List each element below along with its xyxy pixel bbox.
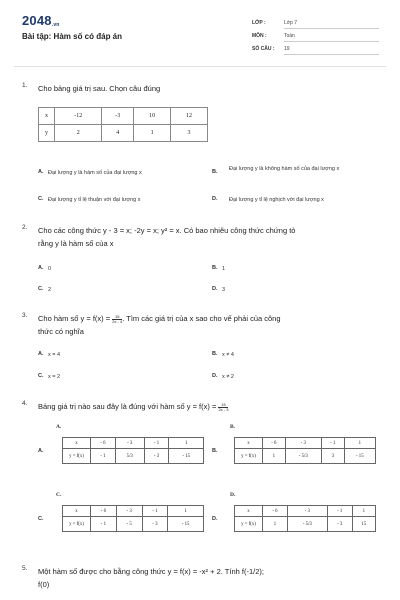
- question-number: 5.: [22, 565, 28, 572]
- table-cell: 2: [55, 125, 102, 142]
- table-cell: 10: [134, 108, 171, 125]
- question-text: Một hàm số được cho bằng công thức y = f(x) = -x² + 2. Tính f(-1/2); f(0): [38, 567, 264, 589]
- table-cell: x: [39, 108, 55, 125]
- question-text: Cho hàm số y = f(x) = $\frac{15}{2x - 4}$. Tìm các giá trị của x sao cho vế phải của công thức có nghĩa: [38, 313, 281, 336]
- option-c-caption: C.: [56, 492, 62, 498]
- worksheet-title: Bài tập: Hàm số có đáp án: [22, 32, 123, 41]
- question-number: 4.: [22, 400, 28, 407]
- option-a-caption: A.: [56, 424, 62, 430]
- question-text: Cho các công thức y - 3 = x; -2y = x; y² = x. Có bao nhiêu công thức chứng tỏ rằng y là hàm số của x: [38, 226, 296, 248]
- question-4: 4. Bảng giá trị nào sau đây là đúng với hàm số y = f(x) = $\frac{15}{2x - 3}$ A. A. x - 6 - 3 - 1 1 y = f(x) - 1 5/3 - 3 - 15 B. B. x - 6 - 3 - 1 1 y = f(x) 1 - 5/3 3 - 15 C. C. x - 6 - 3 - 1 1 y = f(x) - 1 - 5 - 3 - 15 D. D. x - 6 - 3 - 1 1 y = f(x) 1 - 5/3 - 3 15: [22, 400, 382, 550]
- question-1: 1. Cho bảng giá trị sau. Chọn câu đúng x -12 -3 10 12 y 2 4 1 3 A. Đại lượng y là hàm số của đại lượng x B. Đại lượng y là không hàm số của đại lượng x C. Đại lượng y tỉ lệ thuận với đại lượng x D. Đại lượng y tỉ lệ nghịch với đại lượng x: [22, 82, 382, 212]
- table-cell: 4: [102, 125, 134, 142]
- table-cell: -3: [102, 108, 134, 125]
- question-text: Cho bảng giá trị sau. Chọn câu đúng: [38, 84, 161, 93]
- option-b-table: x - 6 - 3 - 1 1 y = f(x) 1 - 5/3 3 - 15: [234, 437, 376, 464]
- table-cell: 1: [134, 125, 171, 142]
- value-table: [38, 107, 208, 142]
- question-5: [22, 565, 382, 595]
- table-cell: 3: [171, 125, 208, 142]
- page-header: 2048.vn Bài tập: Hàm số có đáp án LỚP : Lớp 7 MÔN : Toán SỐ CÂU : 19: [0, 0, 400, 66]
- option-c-table: x - 6 - 3 - 1 1 y = f(x) - 1 - 5 - 3 - 15: [62, 505, 204, 532]
- fraction: $\frac{15}{2x - 3}$: [218, 401, 229, 412]
- table-cell: 12: [171, 108, 208, 125]
- question-2: 2. Cho các công thức y - 3 = x; -2y = x; y² = x. Có bao nhiêu công thức chứng tỏ rằng y là hàm số của x A. 0 B. 1 C. 2 D. 3: [22, 224, 382, 294]
- table-cell: y: [39, 125, 55, 142]
- fraction: $\frac{15}{2x - 4}$: [112, 313, 123, 324]
- option-d-caption: D.: [230, 492, 236, 498]
- question-number: 1.: [22, 82, 28, 89]
- option-d-table: x - 6 - 3 - 1 1 y = f(x) 1 - 5/3 - 3 15: [234, 505, 376, 532]
- question-number: 2.: [22, 224, 28, 231]
- question-3: 3. Cho hàm số y = f(x) = $\frac{15}{2x - 4}$. Tìm các giá trị của x sao cho vế phải của công thức có nghĩa A. x = 4 B. x ≠ 4 C. x = 2 D. x ≠ 2: [22, 312, 382, 382]
- header-divider: [14, 66, 386, 67]
- question-text: Bảng giá trị nào sau đây là đúng với hàm số y = f(x) = $\frac{15}{2x - 3}$: [38, 401, 229, 412]
- site-logo[interactable]: 2048.vn: [22, 13, 60, 28]
- option-b-caption: B.: [230, 424, 236, 430]
- option-a-table: x - 6 - 3 - 1 1 y = f(x) - 1 5/3 - 3 - 15: [62, 437, 204, 464]
- question-number: 3.: [22, 312, 28, 319]
- table-cell: -12: [55, 108, 102, 125]
